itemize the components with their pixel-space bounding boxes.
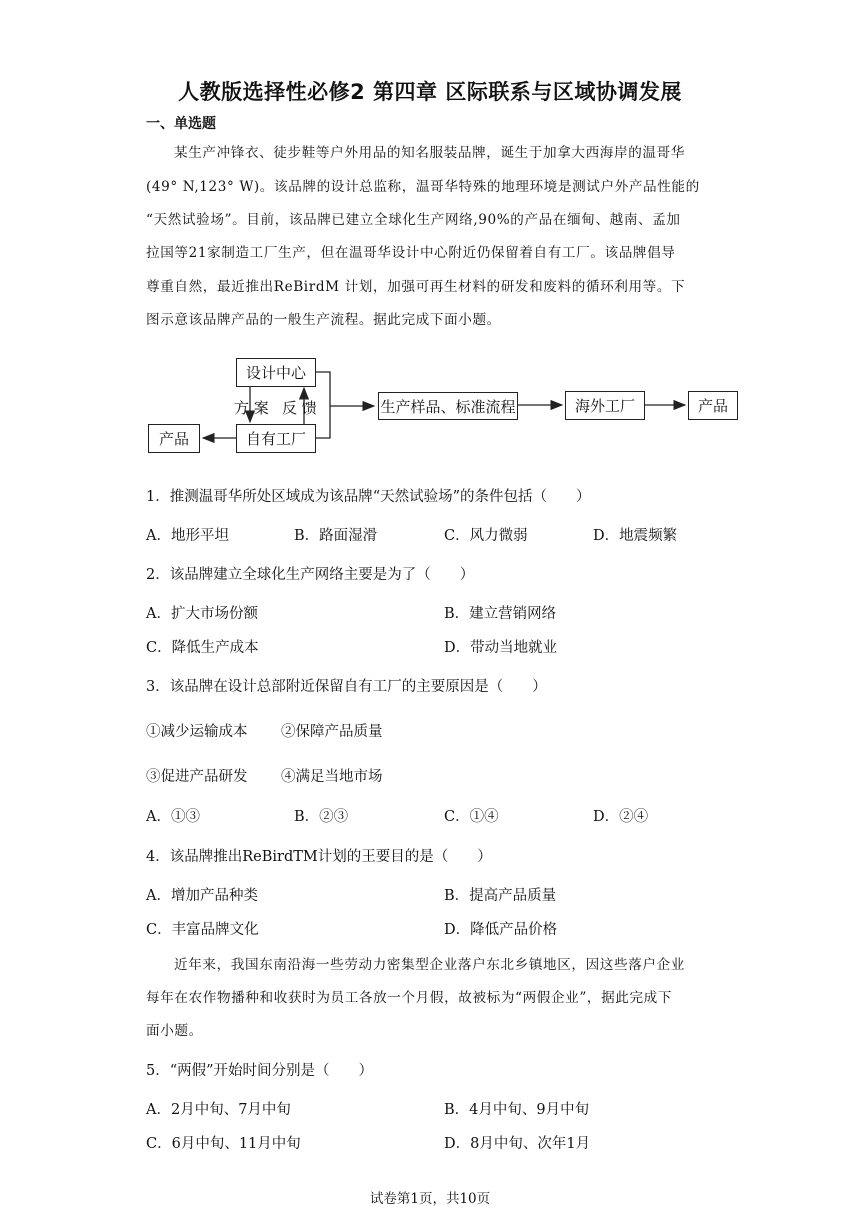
q2-option-a[interactable]: A．扩大市场份额 xyxy=(146,606,258,622)
passage1-line-3: “天然试验场”。目前，该品牌已建立全球化生产网络,90%的产品在缅甸、越南、孟加 xyxy=(146,212,681,228)
q3-option-b[interactable]: B．②③ xyxy=(294,809,349,825)
question-2-stem: 2．该品牌建立全球化生产网络主要是为了（ ） xyxy=(146,567,475,583)
question-4-stem: 4．该品牌推出ReBirdTM计划的王要目的是（ ） xyxy=(146,849,492,865)
q2-option-d[interactable]: D．带动当地就业 xyxy=(444,640,558,656)
samples-box xyxy=(378,392,518,420)
own-factory-box xyxy=(236,424,316,453)
q3-option-c[interactable]: C．①④ xyxy=(444,809,499,825)
q3-option-d[interactable]: D．②④ xyxy=(593,809,649,825)
q4-option-c[interactable]: C．丰富品牌文化 xyxy=(146,922,259,938)
question-1-stem: 1．推测温哥华所处区域成为该品牌“天然试验场”的条件包括（ ） xyxy=(146,489,591,505)
passage1-line-1: 某生产冲锋衣、徒步鞋等户外用品的知名服装品牌，诞生于加拿大西海岸的温哥华 xyxy=(174,145,685,161)
q4-option-a[interactable]: A．增加产品种类 xyxy=(146,888,258,904)
q3-statement-2: ②保障产品质量 xyxy=(281,724,383,740)
question-5-stem: 5．“两假”开始时间分别是（ ） xyxy=(146,1063,374,1079)
q3-statement-3: ③促进产品研发 xyxy=(146,769,248,785)
passage1-line-6: 图示意该品牌产品的一般生产流程。据此完成下面小题。 xyxy=(146,312,501,328)
q3-option-a[interactable]: A．①③ xyxy=(146,809,200,825)
own-factory-label: 自有工厂 xyxy=(245,430,306,448)
q1-option-d[interactable]: D．地震频繁 xyxy=(593,528,678,544)
q3-statement-1: ①减少运输成本 xyxy=(146,724,248,740)
q1-option-a[interactable]: A．地形平坦 xyxy=(146,528,229,544)
product-left-label: 产品 xyxy=(158,430,189,448)
product-right-label: 产品 xyxy=(697,397,728,415)
passage1-line-2: (49° N,123° W)。该品牌的设计总监称，温哥华特殊的地理环境是测试户外产品性能的 xyxy=(146,179,700,195)
q1-option-b[interactable]: B．路面湿滑 xyxy=(294,528,378,544)
product-left-box xyxy=(148,424,200,453)
page-title: 人教版选择性必修2 第四章 区际联系与区域协调发展 xyxy=(178,80,682,104)
design-center-label: 设计中心 xyxy=(245,364,306,382)
passage1-line-5: 尊重自然，最近推出ReBirdM 计划，加强可再生材料的研发和废料的循环利用等。下 xyxy=(146,279,686,295)
q5-option-c[interactable]: C．6月中旬、11月中旬 xyxy=(146,1136,301,1152)
passage1-line-4: 拉国等21家制造工厂生产，但在温哥华设计中心附近仍保留着自有工厂。该品牌倡导 xyxy=(146,245,676,261)
passage2-line-3: 面小题。 xyxy=(146,1023,203,1039)
q1-option-c[interactable]: C．风力微弱 xyxy=(444,528,528,544)
q5-option-d[interactable]: D．8月中旬、次年1月 xyxy=(444,1136,591,1152)
q3-statement-4: ④满足当地市场 xyxy=(281,769,383,785)
q4-option-b[interactable]: B．提高产品质量 xyxy=(444,888,557,904)
overseas-factory-box xyxy=(565,391,645,420)
overseas-factory-label: 海外工厂 xyxy=(574,397,635,415)
plan-label: 方 案 xyxy=(234,399,269,417)
section-heading: 一、单选题 xyxy=(146,116,216,132)
design-center-box xyxy=(236,358,316,387)
question-3-stem: 3．该品牌在设计总部附近保留自有工厂的主要原因是（ ） xyxy=(146,679,547,695)
feedback-label: 反 馈 xyxy=(282,399,317,417)
passage2-line-2: 每年在农作物播种和收获时为员工各放一个月假，故被标为“两假企业”，据此完成下 xyxy=(146,990,673,1006)
q4-option-d[interactable]: D．降低产品价格 xyxy=(444,922,558,938)
q5-option-a[interactable]: A．2月中旬、7月中旬 xyxy=(146,1102,291,1118)
q2-option-c[interactable]: C．降低生产成本 xyxy=(146,640,259,656)
product-right-box xyxy=(688,391,738,420)
q2-option-b[interactable]: B．建立营销网络 xyxy=(444,606,557,622)
passage2-line-1: 近年来，我国东南沿海一些劳动力密集型企业落户东北乡镇地区，因这些落户企业 xyxy=(174,957,685,973)
samples-label: 生产样品、标准流程 xyxy=(380,397,516,416)
page-footer: 试卷第1页，共10页 xyxy=(369,1191,491,1207)
q5-option-b[interactable]: B．4月中旬、9月中旬 xyxy=(444,1102,590,1118)
